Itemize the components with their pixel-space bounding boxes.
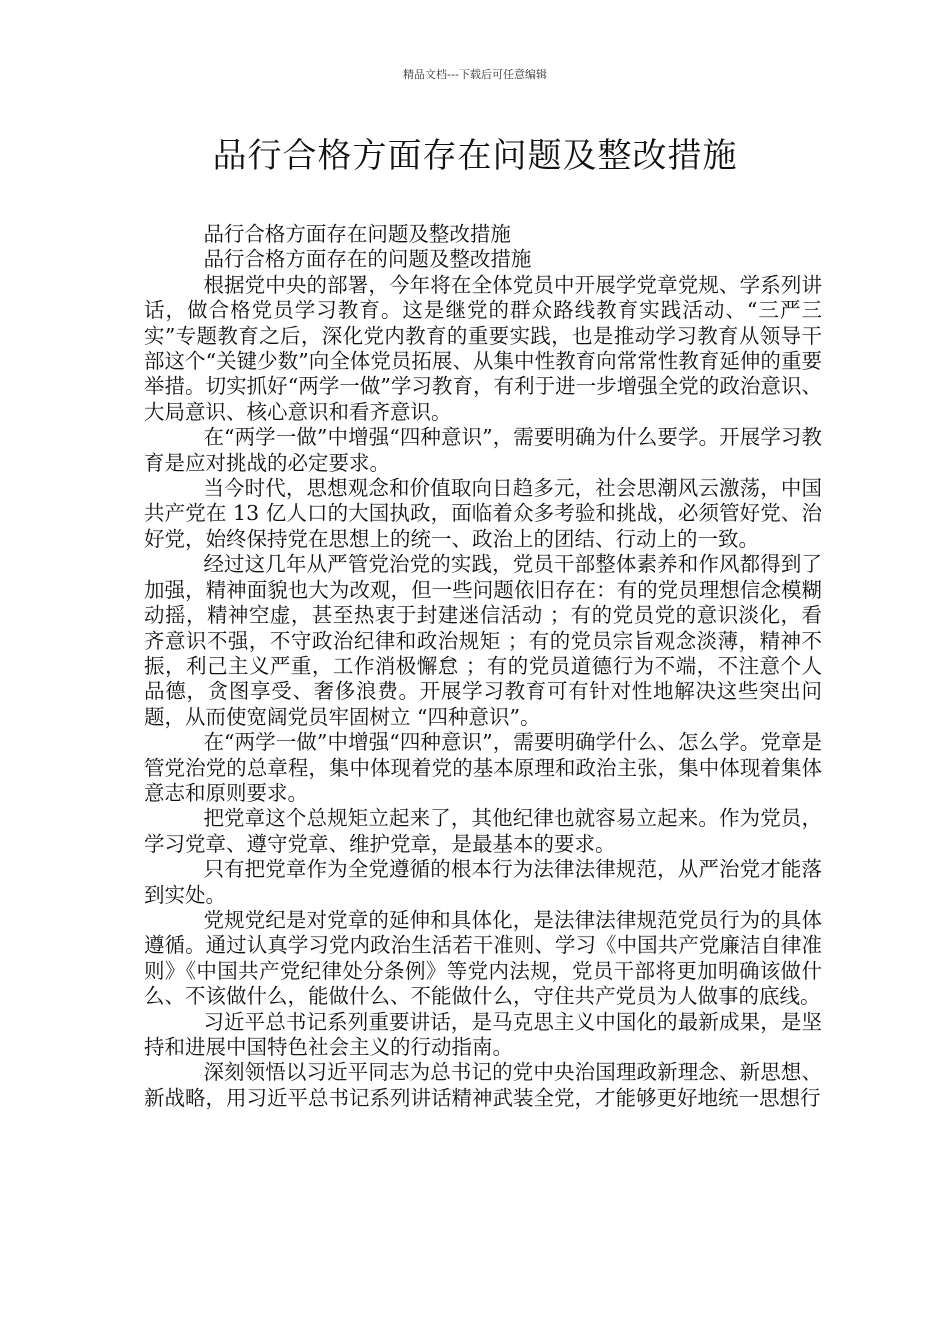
- paragraph: 把党章这个总规矩立起来了，其他纪律也就容易立起来。作为党员，学习党章、遵守党章、维护党章，是最基本的要求。: [144, 806, 822, 856]
- paragraph: 习近平总书记系列重要讲话，是马克思主义中国化的最新成果，是坚持和进展中国特色社会主义的行动指南。: [144, 1009, 822, 1059]
- paragraph: 党规党纪是对党章的延伸和具体化，是法律法律规范党员行为的具体遵循。通过认真学习党内政治生活若干准则、学习《中国共产党廉洁自律准则》《中国共产党纪律处分条例》等党内法规，党员干部将更加明确该做什么、不该做什么，能做什么、不能做什么，守住共产党员为人做事的底线。: [144, 907, 822, 1009]
- paragraph: 当今时代，思想观念和价值取向日趋多元，社会思潮风云激荡，中国共产党在 13 亿人口的大国执政，面临着众多考验和挑战，必须管好党、治好党，始终保持党在思想上的统一、政治上的团结、行动上的一致。: [144, 476, 822, 551]
- paragraph: 只有把党章作为全党遵循的根本行为法律法律规范，从严治党才能落到实处。: [144, 857, 822, 907]
- header-note: 精品文档---下载后可任意编辑: [403, 68, 547, 81]
- document-body: [144, 222, 822, 1111]
- paragraph: 深刻领悟以习近平同志为总书记的党中央治国理政新理念、新思想、新战略，用习近平总书记系列讲话精神武装全党，才能够更好地统一思想行: [144, 1060, 822, 1110]
- paragraph: 根据党中央的部署，今年将在全体党员中开展学党章党规、学系列讲话，做合格党员学习教育。这是继党的群众路线教育实践活动、“三严三实”专题教育之后，深化党内教育的重要实践，也是推动学习教育从领导干部这个“关键少数”向全体党员拓展、从集中性教育向常常性教育延伸的重要举措。切实抓好“两学一做”学习教育，有利于进一步增强全党的政治意识、大局意识、核心意识和看齐意识。: [144, 272, 822, 424]
- paragraph: 品行合格方面存在问题及整改措施: [203, 222, 511, 246]
- paragraph: 在“两学一做”中增强“四种意识”，需要明确学什么、怎么学。党章是管党治党的总章程，集中体现着党的基本原理和政治主张，集中体现着集体意志和原则要求。: [144, 730, 822, 805]
- paragraph: 品行合格方面存在的问题及整改措施: [203, 247, 532, 272]
- document-title: 品行合格方面存在问题及整改措施: [212, 136, 738, 176]
- paragraph: 经过这几年从严管党治党的实践，党员干部整体素养和作风都得到了加强，精神面貌也大为改观，但一些问题依旧存在：有的党员理想信念模糊动摇，精神空虚，甚至热衷于封建迷信活动 ；有的党员党的意识淡化，看齐意识不强，不守政治纪律和政治规矩 ；有的党员宗旨观念淡薄，精神不振，利己主义严重，工作消极懈怠 ；有的党员道德行为不端，不注意个人品德，贪图享受、奢侈浪费。开展学习教育可有针对性地解决这些突出问题，从而使宽阔党员牢固树立 “四种意识”。: [144, 552, 822, 729]
- paragraph: 在“两学一做”中增强“四种意识”，需要明确为什么要学。开展学习教育是应对挑战的必定要求。: [144, 425, 822, 475]
